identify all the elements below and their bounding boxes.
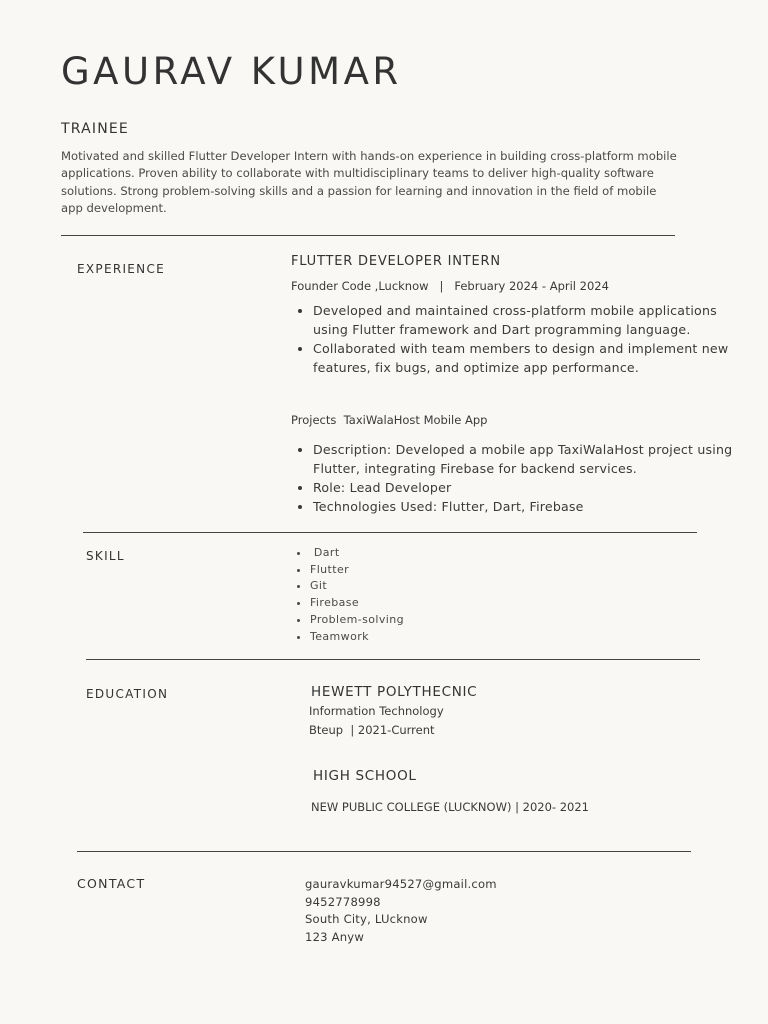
contact-city: South City, LUcknow (305, 912, 428, 926)
contact-address: 123 Anyw (305, 929, 365, 944)
job-meta-separator: | (439, 279, 444, 293)
college-branch: Information Technology (309, 704, 444, 718)
list-item: • Description: Developed a mobile app TaxiWalaHost project using Flutter, integrating Firebase for backend services. (313, 440, 753, 478)
college-board: Bteup | 2021-Current (309, 723, 435, 737)
list-item: • Technologies Used: Flutter, Dart, Firebase (313, 497, 753, 516)
list-item: • Role: Lead Developer (313, 478, 753, 497)
skill-item: • Firebase (310, 595, 510, 612)
job-company: Founder Code ,Lucknow (291, 279, 429, 293)
school-name: NEW PUBLIC COLLEGE (LUCKNOW) | 2020- 2021 (311, 800, 589, 814)
divider (77, 851, 691, 852)
experience-heading: EXPERIENCE (77, 262, 166, 276)
skill-item: • Dart (310, 545, 510, 562)
divider (86, 659, 700, 660)
job-title: FLUTTER DEVELOPER INTERN (291, 254, 501, 269)
projects-line: Projects TaxiWalaHost Mobile App (291, 413, 488, 427)
school-heading: HIGH SCHOOL (313, 768, 417, 784)
job-dates: February 2024 - April 2024 (454, 279, 609, 293)
skill-list (291, 545, 510, 645)
skill-item: • Teamwork (310, 629, 510, 646)
skill-item: • Flutter (310, 562, 510, 579)
job-meta (291, 279, 609, 293)
skill-heading: SKILL (86, 549, 125, 563)
skill-item: • Git (310, 578, 510, 595)
contact-email[interactable]: gauravkumar94527@gmail.com (305, 877, 497, 891)
job-bullet-list (291, 301, 753, 377)
college-name: HEWETT POLYTHECNIC (311, 684, 478, 700)
skill-item: • Problem-solving (310, 612, 510, 629)
list-item: • Collaborated with team members to design and implement new features, fix bugs, and optimize app performance. (313, 339, 753, 377)
candidate-role: TRAINEE (61, 121, 129, 137)
contact-phone[interactable]: 9452778998 (305, 894, 381, 909)
profile-summary: Motivated and skilled Flutter Developer Intern with hands-on experience in building cross-platform mobile applications. Proven ability to collaborate with multidisciplinary teams to deliver high-quality software solutions. Strong problem-solving skills and a passion for learning and innovation in the field of mobile app development. (61, 149, 677, 215)
divider (61, 235, 675, 236)
education-heading: EDUCATION (86, 687, 169, 701)
list-item: • Developed and maintained cross-platform mobile applications using Flutter framework and Dart programming language. (313, 301, 753, 339)
project-bullet-list (291, 440, 753, 516)
contact-heading: CONTACT (77, 876, 146, 891)
contact-details (305, 876, 497, 946)
candidate-name: GAURAV KUMAR (61, 50, 402, 93)
divider (83, 532, 697, 533)
